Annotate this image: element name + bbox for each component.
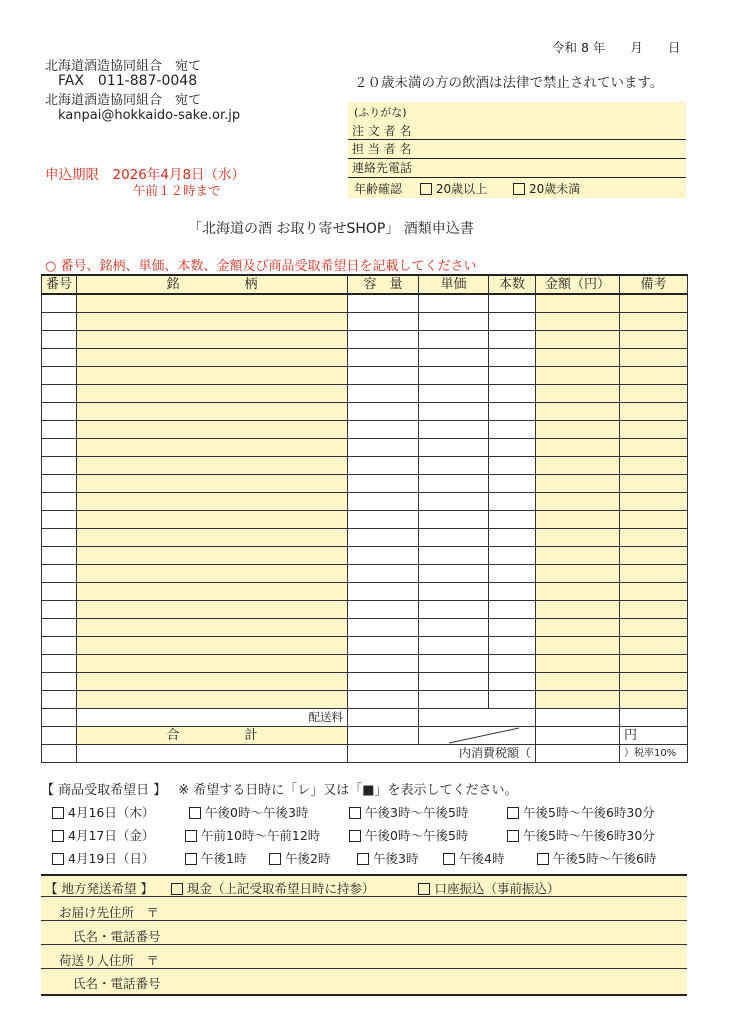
unit-price-cell[interactable] xyxy=(419,637,489,655)
table-cell xyxy=(489,709,536,727)
unit-price-cell[interactable] xyxy=(419,691,489,709)
brand-cell[interactable] xyxy=(77,511,348,529)
total-label: 合 計 xyxy=(77,727,348,745)
table-row xyxy=(42,511,688,529)
number-cell[interactable] xyxy=(42,673,77,691)
quantity-cell[interactable] xyxy=(489,655,536,673)
table-row xyxy=(42,385,688,403)
brand-cell[interactable] xyxy=(77,547,348,565)
number-cell[interactable] xyxy=(42,619,77,637)
pickup-row-1 xyxy=(52,803,154,821)
volume-cell[interactable] xyxy=(348,583,419,601)
unit-price-cell[interactable] xyxy=(419,385,489,403)
number-cell[interactable] xyxy=(42,294,77,313)
date-checkbox[interactable] xyxy=(52,830,64,842)
volume-cell[interactable] xyxy=(348,439,419,457)
amount-cell[interactable] xyxy=(536,691,620,709)
table-row xyxy=(42,691,688,709)
yen-label: 円 xyxy=(620,727,688,745)
table-row xyxy=(42,475,688,493)
table-row xyxy=(42,331,688,349)
slash-cell xyxy=(419,727,536,745)
age-notice: ２０歳未満の方の飲酒は法律で禁止されています。 xyxy=(354,75,664,91)
date-checkbox[interactable] xyxy=(52,807,64,819)
date-checkbox[interactable] xyxy=(52,853,64,865)
table-row xyxy=(42,493,688,511)
notes-cell[interactable] xyxy=(620,619,688,637)
volume-cell[interactable] xyxy=(348,673,419,691)
volume-cell[interactable] xyxy=(348,421,419,439)
table-row xyxy=(42,439,688,457)
diagonal-line xyxy=(419,727,536,744)
orderer-field[interactable] xyxy=(348,122,686,140)
unit-price-cell[interactable] xyxy=(419,529,489,547)
volume-cell[interactable] xyxy=(348,385,419,403)
brand-cell[interactable] xyxy=(77,601,348,619)
brand-cell[interactable] xyxy=(77,583,348,601)
quantity-cell[interactable] xyxy=(489,349,536,367)
col-quantity-header: 本数 xyxy=(489,275,536,294)
table-row xyxy=(42,367,688,385)
number-cell[interactable] xyxy=(42,547,77,565)
deadline-label: 申込期限 2026年4月8日（水） xyxy=(45,167,246,183)
slot-checkbox[interactable] xyxy=(185,853,197,865)
slot-label: 午後5時～午後6時 xyxy=(553,851,657,866)
notes-cell[interactable] xyxy=(620,547,688,565)
slot-checkbox[interactable] xyxy=(507,830,519,842)
quantity-cell[interactable] xyxy=(489,421,536,439)
number-cell[interactable] xyxy=(42,367,77,385)
email-address: kanpai@hokkaido-sake.or.jp xyxy=(58,108,241,123)
sender-name-label: 氏名・電話番号 xyxy=(73,976,161,991)
brand-cell[interactable] xyxy=(77,655,348,673)
shipping-section xyxy=(41,874,687,996)
table-row xyxy=(42,313,688,331)
number-cell[interactable] xyxy=(42,421,77,439)
amount-cell[interactable] xyxy=(536,529,620,547)
volume-cell[interactable] xyxy=(348,691,419,709)
brand-cell[interactable] xyxy=(77,385,348,403)
slot-checkbox[interactable] xyxy=(349,830,361,842)
instruction-text: ○ 番号、銘柄、単価、本数、金額及び商品受取希望日を記載してください xyxy=(45,259,477,274)
amount-cell[interactable] xyxy=(536,655,620,673)
volume-cell[interactable] xyxy=(348,313,419,331)
fax-number: FAX 011-887-0048 xyxy=(58,73,198,89)
notes-cell[interactable] xyxy=(620,313,688,331)
amount-cell[interactable] xyxy=(536,475,620,493)
number-cell[interactable] xyxy=(42,403,77,421)
slot-label: 午後2時 xyxy=(285,851,331,866)
unit-price-cell[interactable] xyxy=(419,583,489,601)
notes-cell[interactable] xyxy=(620,403,688,421)
volume-cell[interactable] xyxy=(348,511,419,529)
quantity-cell[interactable] xyxy=(489,691,536,709)
number-cell[interactable] xyxy=(42,349,77,367)
unit-price-cell[interactable] xyxy=(419,619,489,637)
total-amount-cell[interactable] xyxy=(536,727,620,745)
notes-cell[interactable] xyxy=(620,583,688,601)
brand-cell[interactable] xyxy=(77,493,348,511)
unit-price-cell[interactable] xyxy=(419,565,489,583)
amount-cell[interactable] xyxy=(536,457,620,475)
table-row xyxy=(42,583,688,601)
brand-cell[interactable] xyxy=(77,439,348,457)
unit-price-cell[interactable] xyxy=(419,439,489,457)
volume-cell[interactable] xyxy=(348,601,419,619)
quantity-cell[interactable] xyxy=(489,565,536,583)
unit-price-cell[interactable] xyxy=(419,601,489,619)
table-cell xyxy=(348,727,419,745)
amount-cell[interactable] xyxy=(536,637,620,655)
quantity-cell[interactable] xyxy=(489,547,536,565)
tax-label: 内消費税額（ xyxy=(419,745,536,763)
age-under-checkbox[interactable] xyxy=(513,183,525,195)
amount-cell[interactable] xyxy=(536,367,620,385)
table-cell xyxy=(536,709,620,727)
tax-row xyxy=(42,745,688,763)
amount-cell[interactable] xyxy=(536,673,620,691)
unit-price-cell[interactable] xyxy=(419,403,489,421)
pickup-note: ※ 希望する日時に「レ」又は「■」を表示してください。 xyxy=(178,783,518,798)
notes-cell[interactable] xyxy=(620,691,688,709)
table-row xyxy=(42,655,688,673)
amount-cell[interactable] xyxy=(536,421,620,439)
quantity-cell[interactable] xyxy=(489,493,536,511)
amount-cell[interactable] xyxy=(536,385,620,403)
order-table xyxy=(41,274,688,763)
brand-cell[interactable] xyxy=(77,403,348,421)
quantity-cell[interactable] xyxy=(489,403,536,421)
table-row xyxy=(42,529,688,547)
unit-price-cell[interactable] xyxy=(419,367,489,385)
notes-cell[interactable] xyxy=(620,493,688,511)
slot-label: 午後4時 xyxy=(459,851,505,866)
quantity-cell[interactable] xyxy=(489,529,536,547)
amount-cell[interactable] xyxy=(536,493,620,511)
phone-field[interactable] xyxy=(348,159,686,178)
shipping-fee-cell[interactable] xyxy=(348,709,419,727)
notes-cell[interactable] xyxy=(620,475,688,493)
notes-cell[interactable] xyxy=(620,655,688,673)
phone-label: 連絡先電話 xyxy=(352,161,413,175)
volume-cell[interactable] xyxy=(348,294,419,313)
table-cell xyxy=(620,709,688,727)
slot-label: 午後3時～午後5時 xyxy=(365,805,469,820)
slot-label: 午前10時～午前12時 xyxy=(201,828,321,843)
brand-cell[interactable] xyxy=(77,349,348,367)
amount-cell[interactable] xyxy=(536,547,620,565)
quantity-cell[interactable] xyxy=(489,313,536,331)
number-cell[interactable] xyxy=(42,601,77,619)
notes-cell[interactable] xyxy=(620,439,688,457)
volume-cell[interactable] xyxy=(348,565,419,583)
col-number-header: 番号 xyxy=(42,275,77,294)
volume-cell[interactable] xyxy=(348,619,419,637)
col-brand-header: 銘 柄 xyxy=(77,275,348,294)
number-cell[interactable] xyxy=(42,655,77,673)
volume-cell[interactable] xyxy=(348,367,419,385)
quantity-cell[interactable] xyxy=(489,619,536,637)
tax-rate: ）税率10% xyxy=(620,745,688,763)
amount-cell[interactable] xyxy=(536,403,620,421)
notes-cell[interactable] xyxy=(620,601,688,619)
amount-cell[interactable] xyxy=(536,331,620,349)
brand-cell[interactable] xyxy=(77,673,348,691)
number-cell[interactable] xyxy=(42,511,77,529)
cash-label: 現金（上記受取希望日時に持参） xyxy=(186,881,375,896)
quantity-cell[interactable] xyxy=(489,457,536,475)
number-cell[interactable] xyxy=(42,493,77,511)
notes-cell[interactable] xyxy=(620,385,688,403)
cash-checkbox[interactable] xyxy=(171,883,183,895)
recipient-line-2: 北海道酒造協同組合 宛て xyxy=(45,93,202,108)
pickup-date-2: 4月17日（金） xyxy=(68,828,155,843)
brand-cell[interactable] xyxy=(77,529,348,547)
age-check-label: 年齢確認 xyxy=(354,182,403,196)
age-over-checkbox[interactable] xyxy=(420,183,432,195)
number-cell[interactable] xyxy=(42,331,77,349)
notes-cell[interactable] xyxy=(620,331,688,349)
brand-cell[interactable] xyxy=(77,421,348,439)
number-cell[interactable] xyxy=(42,637,77,655)
table-row xyxy=(42,349,688,367)
number-cell[interactable] xyxy=(42,529,77,547)
transfer-checkbox[interactable] xyxy=(418,883,430,895)
volume-cell[interactable] xyxy=(348,547,419,565)
slot-checkbox[interactable] xyxy=(443,853,455,865)
slot-label: 午後1時 xyxy=(201,851,247,866)
table-cell xyxy=(77,745,348,763)
unit-price-cell[interactable] xyxy=(419,457,489,475)
number-cell[interactable] xyxy=(42,457,77,475)
number-cell[interactable] xyxy=(42,313,77,331)
quantity-cell[interactable] xyxy=(489,583,536,601)
quantity-cell[interactable] xyxy=(489,673,536,691)
dest-name-label: 氏名・電話番号 xyxy=(73,929,161,944)
pickup-row-3 xyxy=(52,849,154,867)
transfer-label: 口座振込（事前振込） xyxy=(434,881,560,896)
volume-cell[interactable] xyxy=(348,457,419,475)
unit-price-cell[interactable] xyxy=(419,655,489,673)
volume-cell[interactable] xyxy=(348,655,419,673)
brand-cell[interactable] xyxy=(77,457,348,475)
table-cell xyxy=(42,709,77,727)
notes-cell[interactable] xyxy=(620,529,688,547)
form-date: 令和 8 年 月 日 xyxy=(552,40,681,55)
sender-address-label: 荷送り人住所 〒 xyxy=(59,953,160,968)
number-cell[interactable] xyxy=(42,475,77,493)
notes-cell[interactable] xyxy=(620,673,688,691)
quantity-cell[interactable] xyxy=(489,475,536,493)
slot-checkbox[interactable] xyxy=(185,830,197,842)
unit-price-cell[interactable] xyxy=(419,331,489,349)
quantity-cell[interactable] xyxy=(489,367,536,385)
contact-person-field[interactable] xyxy=(348,140,686,159)
number-cell[interactable] xyxy=(42,439,77,457)
brand-cell[interactable] xyxy=(77,331,348,349)
col-volume-header: 容 量 xyxy=(348,275,419,294)
volume-cell[interactable] xyxy=(348,349,419,367)
table-header-row xyxy=(42,275,688,294)
notes-cell[interactable] xyxy=(620,421,688,439)
shipping-title: 【 地方発送希望 】 xyxy=(45,881,153,896)
table-row xyxy=(42,547,688,565)
brand-cell[interactable] xyxy=(77,313,348,331)
recipient-line-1: 北海道酒造協同組合 宛て xyxy=(45,59,202,74)
amount-cell[interactable] xyxy=(536,511,620,529)
amount-cell[interactable] xyxy=(536,349,620,367)
col-unit-price-header: 単価 xyxy=(419,275,489,294)
notes-cell[interactable] xyxy=(620,349,688,367)
unit-price-cell[interactable] xyxy=(419,511,489,529)
slot-label: 午後3時 xyxy=(373,851,419,866)
number-cell[interactable] xyxy=(42,565,77,583)
brand-cell[interactable] xyxy=(77,637,348,655)
shipping-label: 配送料 xyxy=(77,709,348,727)
table-row xyxy=(42,619,688,637)
notes-cell[interactable] xyxy=(620,457,688,475)
contact-person-label: 担 当 者 名 xyxy=(352,142,412,156)
amount-cell[interactable] xyxy=(536,601,620,619)
notes-cell[interactable] xyxy=(620,367,688,385)
quantity-cell[interactable] xyxy=(489,511,536,529)
slot-checkbox[interactable] xyxy=(269,853,281,865)
quantity-cell[interactable] xyxy=(489,439,536,457)
age-over-label: 20歳以上 xyxy=(435,182,488,196)
slot-label: 午後5時～午後6時30分 xyxy=(523,828,655,843)
number-cell[interactable] xyxy=(42,691,77,709)
amount-cell[interactable] xyxy=(536,313,620,331)
table-cell xyxy=(42,727,77,745)
quantity-cell[interactable] xyxy=(489,331,536,349)
slot-label: 午後0時～午後5時 xyxy=(365,828,469,843)
unit-price-cell[interactable] xyxy=(419,294,489,313)
volume-cell[interactable] xyxy=(348,493,419,511)
quantity-cell[interactable] xyxy=(489,294,536,313)
brand-cell[interactable] xyxy=(77,294,348,313)
dest-name-field[interactable] xyxy=(41,944,687,945)
table-cell xyxy=(419,709,489,727)
table-row xyxy=(42,403,688,421)
volume-cell[interactable] xyxy=(348,529,419,547)
dest-address-label: お届け先住所 〒 xyxy=(59,905,160,920)
unit-price-cell[interactable] xyxy=(419,475,489,493)
brand-cell[interactable] xyxy=(77,691,348,709)
slot-checkbox[interactable] xyxy=(357,853,369,865)
brand-cell[interactable] xyxy=(77,475,348,493)
amount-cell[interactable] xyxy=(536,294,620,313)
brand-cell[interactable] xyxy=(77,367,348,385)
deadline-time: 午前１２時まで xyxy=(133,183,221,198)
number-cell[interactable] xyxy=(42,385,77,403)
slot-checkbox[interactable] xyxy=(507,807,519,819)
brand-cell[interactable] xyxy=(77,565,348,583)
unit-price-cell[interactable] xyxy=(419,349,489,367)
notes-cell[interactable] xyxy=(620,565,688,583)
orderer-label: 注 文 者 名 xyxy=(352,124,412,138)
table-row xyxy=(42,421,688,439)
slot-checkbox[interactable] xyxy=(189,807,201,819)
table-row xyxy=(42,565,688,583)
quantity-cell[interactable] xyxy=(489,637,536,655)
sender-address-field[interactable] xyxy=(41,968,687,969)
pickup-title: 【 商品受取希望日 】 xyxy=(41,783,167,798)
slot-checkbox[interactable] xyxy=(349,807,361,819)
col-notes-header: 備考 xyxy=(620,275,688,294)
form-title: 「北海道の酒 お取り寄せSHOP」 酒類申込書 xyxy=(188,221,474,237)
volume-cell[interactable] xyxy=(348,331,419,349)
pickup-row-2 xyxy=(52,826,154,844)
notes-cell[interactable] xyxy=(620,294,688,313)
col-amount-header: 金額（円） xyxy=(536,275,620,294)
table-row xyxy=(42,457,688,475)
pickup-date-1: 4月16日（木） xyxy=(68,805,155,820)
number-cell[interactable] xyxy=(42,583,77,601)
table-row xyxy=(42,637,688,655)
amount-cell[interactable] xyxy=(536,619,620,637)
unit-price-cell[interactable] xyxy=(419,421,489,439)
table-row xyxy=(42,294,688,313)
unit-price-cell[interactable] xyxy=(419,673,489,691)
volume-cell[interactable] xyxy=(348,475,419,493)
unit-price-cell[interactable] xyxy=(419,313,489,331)
tax-amount-cell[interactable] xyxy=(536,745,620,763)
slot-label: 午後0時～午後3時 xyxy=(205,805,309,820)
table-cell xyxy=(348,745,419,763)
quantity-cell[interactable] xyxy=(489,385,536,403)
unit-price-cell[interactable] xyxy=(419,493,489,511)
slot-checkbox[interactable] xyxy=(537,853,549,865)
amount-cell[interactable] xyxy=(536,583,620,601)
furigana-label: (ふりがな) xyxy=(354,106,407,119)
brand-cell[interactable] xyxy=(77,619,348,637)
amount-cell[interactable] xyxy=(536,565,620,583)
total-row xyxy=(42,727,688,745)
table-cell xyxy=(42,745,77,763)
order-info-block xyxy=(348,102,686,198)
table-row xyxy=(42,601,688,619)
shipping-row xyxy=(42,709,688,727)
volume-cell[interactable] xyxy=(348,403,419,421)
volume-cell[interactable] xyxy=(348,637,419,655)
quantity-cell[interactable] xyxy=(489,601,536,619)
slot-label: 午後5時～午後6時30分 xyxy=(523,805,655,820)
notes-cell[interactable] xyxy=(620,511,688,529)
dest-address-field[interactable] xyxy=(41,920,687,921)
notes-cell[interactable] xyxy=(620,637,688,655)
table-row xyxy=(42,673,688,691)
amount-cell[interactable] xyxy=(536,439,620,457)
pickup-date-3: 4月19日（日） xyxy=(68,851,155,866)
age-under-label: 20歳未満 xyxy=(528,182,581,196)
unit-price-cell[interactable] xyxy=(419,547,489,565)
